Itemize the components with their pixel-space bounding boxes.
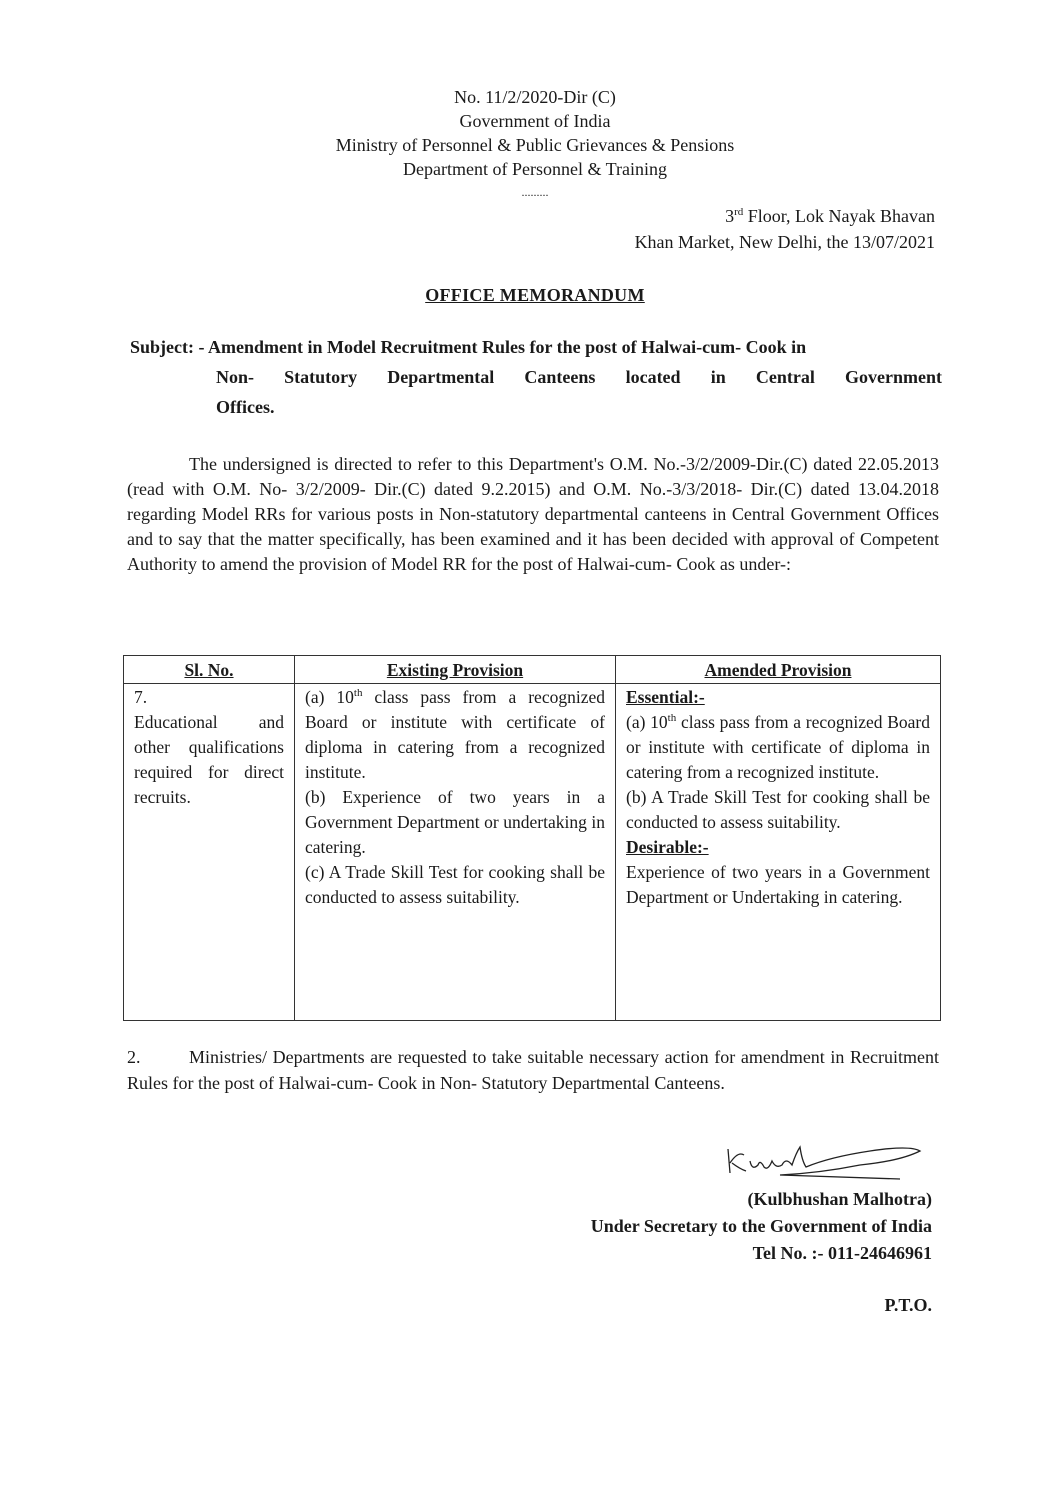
- paragraph-1: [127, 452, 939, 577]
- floor-suffix: rd: [734, 206, 744, 218]
- ministry-name: Ministry of Personnel & Public Grievances & Pensions: [335, 135, 735, 155]
- subject-text-1: Amendment in Model Recruitment Rules for the post of Halwai-cum- Cook in: [204, 337, 807, 357]
- subject-line-1: [130, 332, 942, 362]
- recruitment-rules-table: [123, 655, 941, 1021]
- floor-number: 3: [725, 206, 735, 226]
- cell-amended-provision: [616, 684, 941, 1021]
- existing-a-sup: th: [353, 687, 363, 700]
- amended-a: [626, 710, 930, 785]
- signatory-name: (Kulbhushan Malhotra): [747, 1189, 932, 1209]
- existing-a-text: class pass from a recognized Board or institute with certificate of diploma in catering from a recognized institute.: [305, 687, 605, 782]
- building-name: Floor, Lok Nayak Bhavan: [743, 206, 935, 226]
- page-title: [0, 285, 1060, 306]
- amended-a-text: class pass from a recognized Board or institute with certificate of diploma in catering from a recognized institute.: [626, 712, 930, 782]
- address-line-1: [725, 204, 935, 228]
- desirable-text: Experience of two years in a Government Department or Undertaking in catering.: [626, 862, 930, 907]
- separator-dots: .........: [521, 185, 549, 199]
- pto-footer: P.T.O.: [884, 1295, 932, 1315]
- subject-line-2: Non- Statutory Departmental Canteens located in Central Government: [216, 367, 942, 387]
- signatory-designation: Under Secretary to the Government of India: [590, 1216, 932, 1236]
- desirable-label: Desirable:-: [626, 837, 709, 857]
- paragraph-2: [127, 1044, 939, 1096]
- paragraph-2-text: Ministries/ Departments are requested to take suitable necessary action for amendment in Recruitment Rules for the post of Halwai-cum- Cook in Non- Statutory Departmental Canteens.: [127, 1047, 939, 1093]
- header-existing: [295, 656, 616, 684]
- signatory-telephone: Tel No. :- 011-24646961: [752, 1243, 932, 1263]
- existing-a: [305, 685, 605, 785]
- amended-b: (b) A Trade Skill Test for cooking shall be conducted to assess suitability.: [626, 787, 930, 832]
- cell-existing-provision: [295, 684, 616, 1021]
- address-line-2-date: Khan Market, New Delhi, the 13/07/2021: [634, 232, 935, 252]
- subject-block: [130, 332, 942, 422]
- existing-c: (c) A Trade Skill Test for cooking shall be conducted to assess suitability.: [305, 862, 605, 907]
- table-row: [124, 684, 941, 1021]
- paragraph-2-number: 2.: [127, 1047, 141, 1067]
- header-amended-label: Amended Provision: [704, 660, 852, 680]
- handwritten-signature-icon: [720, 1143, 930, 1185]
- cell-sl-no: [124, 684, 295, 1021]
- file-number: No. 11/2/2020-Dir (C): [454, 87, 616, 107]
- header-amended: [616, 656, 941, 684]
- header-sl-no-label: Sl. No.: [184, 660, 234, 680]
- essential-label: Essential:-: [626, 687, 705, 707]
- header-sl-no: [124, 656, 295, 684]
- amended-a-sup: th: [667, 712, 677, 725]
- subject-label: Subject: -: [130, 337, 205, 357]
- office-memorandum-title: OFFICE MEMORANDUM: [425, 285, 645, 305]
- government-name: Government of India: [459, 111, 611, 131]
- department-name: Department of Personnel & Training: [403, 159, 667, 179]
- existing-b: (b) Experience of two years in a Government Department or undertaking in catering.: [305, 787, 605, 857]
- table-header-row: [124, 656, 941, 684]
- paragraph-1-text: The undersigned is directed to refer to this Department's O.M. No.-3/2/2009-Dir.(C) dated 22.05.2013 (read with O.M. No- 3/2/2009- Dir.(C) dated 9.2.2015) and O.M. No.-3/3/2018- Dir.(C) dated 13.04.2018 regarding Model RRs for various posts in Non-statutory departmental canteens in Central Government Offices and to say that the matter specifically, has been examined and it has been decided with approval of Competent Authority to amend the provision of Model RR for the post of Halwai-cum- Cook as under-:: [127, 454, 939, 574]
- sl-description: Educational and other qualifications required for direct recruits.: [134, 712, 284, 807]
- subject-line-3: Offices.: [216, 397, 275, 417]
- amended-a-prefix: (a) 10: [626, 712, 668, 732]
- header-existing-label: Existing Provision: [386, 660, 524, 680]
- existing-a-prefix: (a) 10: [305, 687, 354, 707]
- sl-number: 7.: [134, 687, 148, 707]
